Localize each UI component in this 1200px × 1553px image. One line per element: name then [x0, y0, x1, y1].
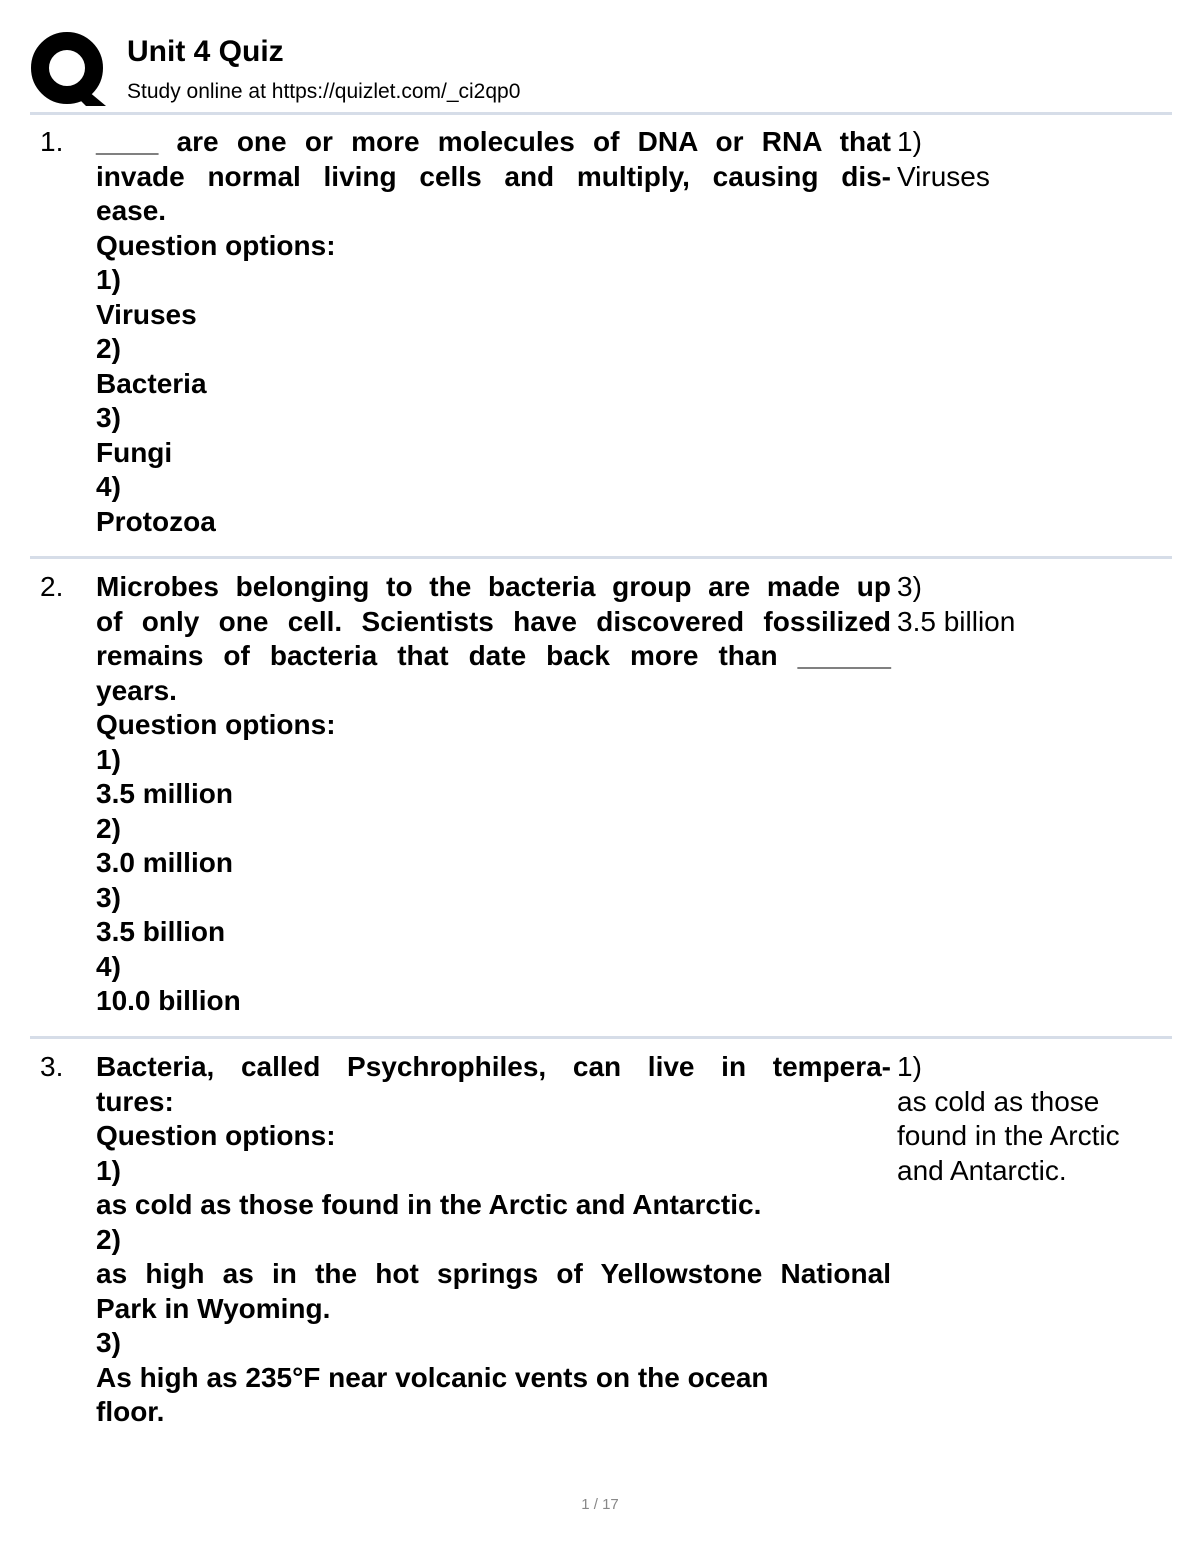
question-line: tures:: [96, 1085, 174, 1117]
question-line: Bacteria, called Psychrophiles, can live in tempera-: [96, 1051, 891, 1082]
page-number: 1 / 17: [581, 1496, 619, 1513]
question-number: 2.: [40, 571, 64, 602]
option-text: Fungi: [96, 436, 173, 468]
quizlet-logo-icon: [30, 30, 108, 108]
page-header: [30, 30, 1172, 110]
question-line: remains of bacteria that date back more than ______: [96, 640, 891, 671]
option-index: 2): [96, 1223, 121, 1255]
option-text: 10.0 billion: [96, 985, 241, 1016]
answer-line: 3.5 billion: [897, 605, 1016, 637]
option-text: floor.: [96, 1396, 165, 1427]
answer-line: 1): [897, 1051, 922, 1082]
option-text: Viruses: [96, 298, 197, 330]
option-text: 3.5 million: [96, 778, 233, 809]
option-text: as high as in the hot springs of Yellowstone National: [96, 1258, 891, 1289]
option-text: 3.5 billion: [96, 916, 226, 947]
option-index: 2): [96, 812, 121, 844]
option-index: 3): [96, 402, 121, 433]
question-text: [96, 125, 891, 539]
question-line: years.: [96, 674, 177, 706]
option-index: 4): [96, 950, 121, 982]
question-number: 1.: [40, 126, 64, 157]
option-index: 1): [96, 1154, 121, 1186]
question-line: Microbes belonging to the bacteria group are made up: [96, 571, 891, 602]
answer-line: 3): [897, 571, 922, 602]
option-index: 2): [96, 333, 121, 364]
answer-line: Viruses: [897, 160, 990, 192]
answer: [897, 125, 1167, 194]
answer: [897, 570, 1167, 639]
divider: [30, 556, 1172, 559]
option-text: as cold as those found in the Arctic and Antarctic.: [96, 1189, 762, 1220]
question-line: invade normal living cells and multiply, causing dis-: [96, 160, 891, 192]
question-text: [96, 1050, 891, 1430]
question-line: ease.: [96, 195, 167, 226]
study-online-link[interactable]: Study online at https://quizlet.com/_ci2qp0: [127, 80, 521, 103]
option-text: As high as 235°F near volcanic vents on the ocean: [96, 1361, 769, 1393]
options-heading: Question options:: [96, 229, 336, 261]
answer-line: 1): [897, 126, 922, 157]
divider: [30, 1036, 1172, 1039]
question-number: 3.: [40, 1051, 64, 1082]
option-text: Bacteria: [96, 367, 207, 399]
option-index: 3): [96, 881, 121, 913]
answer-line: as cold as those: [897, 1085, 1100, 1117]
option-index: 1): [96, 743, 121, 775]
option-index: 3): [96, 1327, 121, 1358]
divider: [30, 112, 1172, 115]
question-line: ____ are one or more molecules of DNA or RNA that: [96, 126, 891, 157]
option-index: 4): [96, 471, 121, 502]
answer: [897, 1050, 1167, 1188]
option-text: 3.0 million: [96, 847, 233, 878]
page-title: Unit 4 Quiz: [127, 35, 284, 68]
option-text: Park in Wyoming.: [96, 1292, 331, 1324]
options-heading: Question options:: [96, 1120, 336, 1151]
question-text: [96, 570, 891, 1019]
answer-line: and Antarctic.: [897, 1154, 1067, 1186]
options-heading: Question options:: [96, 709, 336, 740]
question-line: of only one cell. Scientists have discovered fossilized: [96, 605, 891, 637]
option-index: 1): [96, 264, 121, 295]
answer-line: found in the Arctic: [897, 1120, 1120, 1151]
option-text: Protozoa: [96, 505, 216, 537]
